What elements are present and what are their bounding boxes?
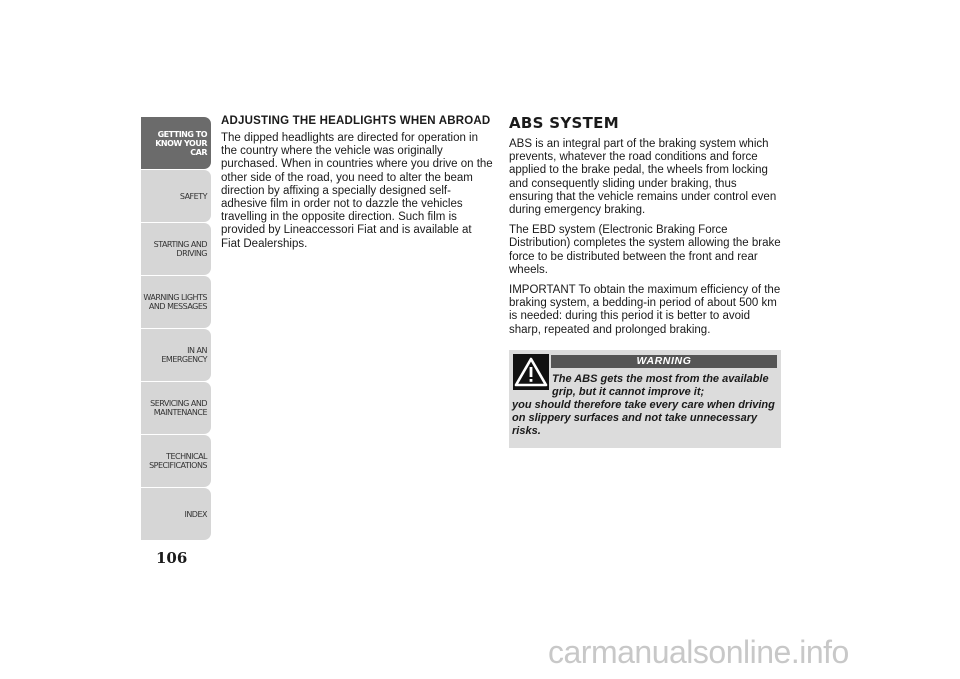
tab-label: SAFETY [179,191,207,201]
watermark: carmanualsonline.info [548,634,849,670]
warning-text-first: The ABS gets the most from the available grip, but it cannot improve it; [552,373,769,398]
warning-text-rest: you should therefore take every care when driving on slippery surfaces and not take unnecessary risks. [512,399,775,437]
section-title: ABS SYSTEM [509,114,619,132]
tab-label: GETTING TO KNOW YOUR CAR [155,129,207,157]
tab-label: SERVICING AND MAINTENANCE [150,399,207,417]
tab-safety[interactable] [141,170,211,222]
tab-starting-and-driving[interactable] [141,223,211,275]
tab-technical-specifications[interactable] [141,435,211,487]
body-paragraph: IMPORTANT To obtain the maximum efficiency of the braking system, a bedding-in period of about 500 km is needed: during this period it is better to avoid sharp, repeated and prolonged braking. [509,284,781,336]
body-paragraph: The EBD system (Electronic Braking Force Distribution) completes the system allowing the brake force to be distributed between the front and rear wheels. [509,224,781,276]
tab-index[interactable] [141,488,211,540]
right-column [509,115,781,344]
warning-box [509,350,781,448]
tab-label: INDEX [184,509,207,519]
body-paragraph: The dipped headlights are directed for operation in the country where the vehicle was originally purchased. When in countries where you drive on the other side of the road, you need to alter the beam direction by affixing a specially designed self-adhesive film in order not to dazzle the vehicles travelling in the opposite direction. Such film is provided by Lineaccessori Fiat and is available at Fiat Dealerships. [221,132,493,250]
tab-getting-to-know-your-car[interactable] [141,117,211,169]
page-number: 106 [156,549,188,567]
tab-label: STARTING AND DRIVING [153,240,207,258]
tab-label: TECHNICAL SPECIFICATIONS [149,452,207,470]
warning-text [509,373,781,438]
warning-title: WARNING [551,355,777,368]
section-heading: ADJUSTING THE HEADLIGHTS WHEN ABROAD [221,115,491,127]
tab-warning-lights[interactable] [141,276,211,328]
body-paragraph: ABS is an integral part of the braking system which prevents, whatever the road conditions and force applied to the brake pedal, the wheels from locking and consequently sliding under braking, thus ensuring that the vehicle remains under control even during emergency braking. [509,138,777,217]
tab-in-an-emergency[interactable] [141,329,211,381]
tab-label: WARNING LIGHTS AND MESSAGES [143,293,207,311]
tab-label: IN AN EMERGENCY [161,346,207,364]
tab-servicing-and-maintenance[interactable] [141,382,211,434]
chapter-tabs [141,117,211,541]
left-column [221,115,493,258]
